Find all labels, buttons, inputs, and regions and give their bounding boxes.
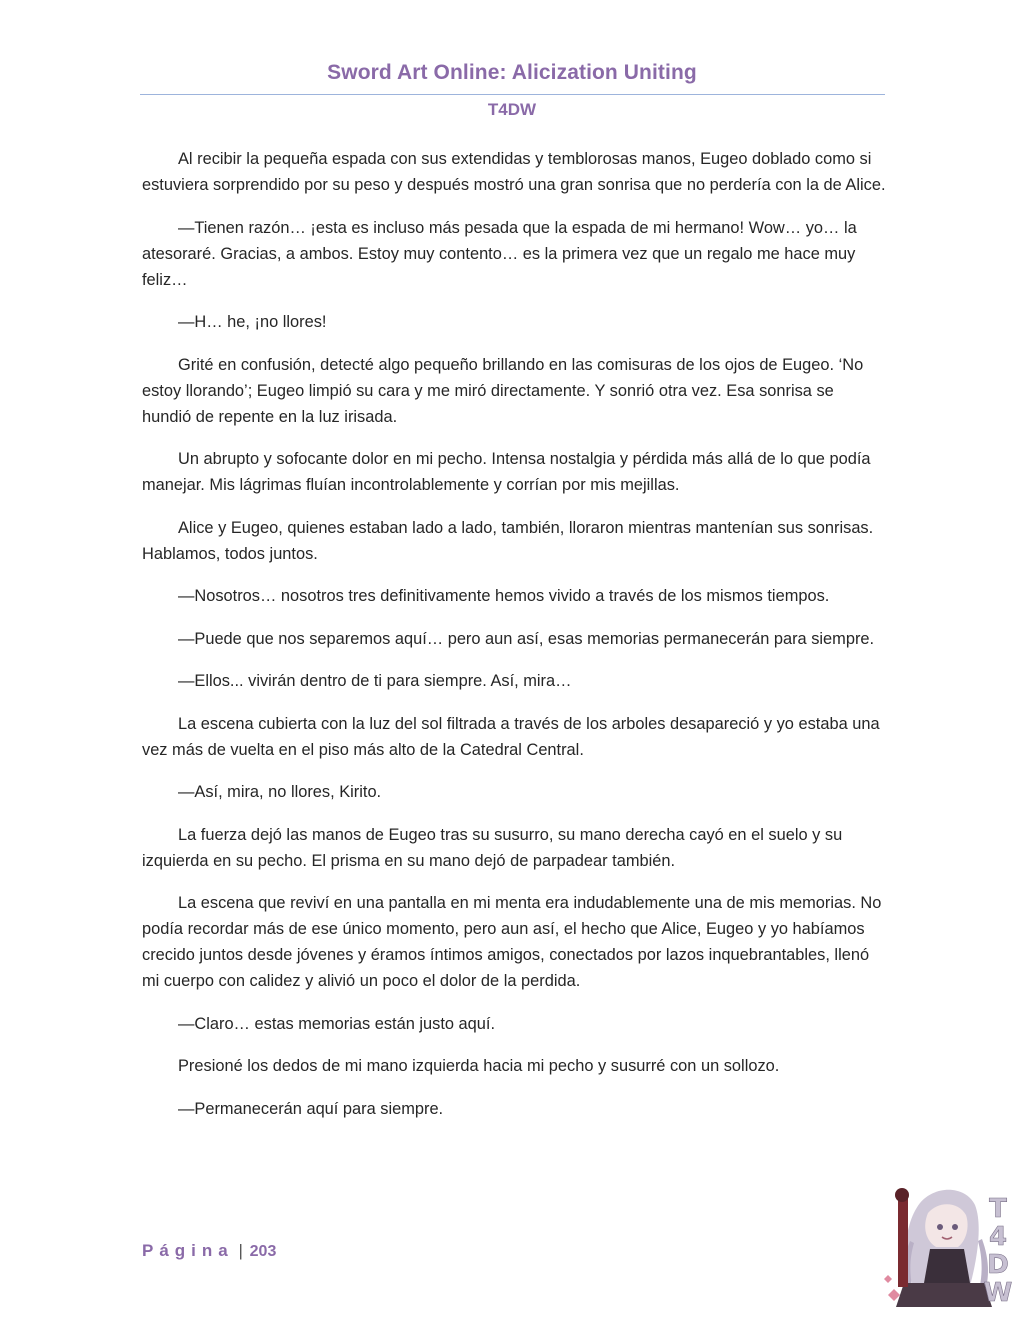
page-number: 203 xyxy=(249,1243,277,1260)
paragraph: —Puede que nos separemos aquí… pero aun así, esas memorias permanecerán para siempre. xyxy=(178,629,875,648)
paragraph: Al recibir la pequeña espada con sus extendidas y temblorosas manos, Eugeo doblado como si estuviera sorprendido por su peso y después mostró una gran sonrisa que no perdería con la de Alice. xyxy=(142,150,886,194)
paragraph: Alice y Eugeo, quienes estaban lado a lado, también, lloraron mientras mantenían sus sonrisas. Hablamos, todos juntos. xyxy=(142,518,874,563)
paragraph: Presioné los dedos de mi mano izquierda hacia mi pecho y susurré con un sollozo. xyxy=(178,1057,780,1075)
paragraph: La fuerza dejó las manos de Eugeo tras su susurro, su mano derecha cayó en el suelo y su izquierda en su pecho. El prisma en su mano dejó de parpadear también. xyxy=(142,825,843,870)
page-label: Página xyxy=(142,1241,234,1260)
svg-text:4: 4 xyxy=(988,1222,1008,1252)
paragraph: —Tienen razón… ¡esta es incluso más pesada que la espada de mi hermano! Wow… yo… la atesoraré. Gracias, a ambos. Estoy muy contento… es la primera vez que un regalo me hace muy feliz… xyxy=(142,218,857,289)
svg-text:W: W xyxy=(983,1278,1013,1308)
svg-text:T: T xyxy=(989,1194,1007,1224)
paragraph: La escena que reviví en una pantalla en mi menta era indudablemente una de mis memorias. No podía recordar más de ese único momento, pero aun así, el hecho que Alice, Eugeo y yo habíamos crecido juntos desde jóvenes y éramos íntimos amigos, conectados por lazos inquebrantables, llenó mi cuerpo con calidez y alivió un poco el dolor de la perdida. xyxy=(142,894,882,990)
paragraph: —H… he, ¡no llores! xyxy=(178,313,327,331)
paragraph: La escena cubierta con la luz del sol filtrada a través de los arboles desapareció y yo estaba una vez más de vuelta en el piso más alto de la Catedral Central. xyxy=(142,714,880,759)
paragraph: —Claro… estas memorias están justo aquí. xyxy=(178,1014,496,1033)
svg-text:D: D xyxy=(987,1250,1009,1280)
anime-girl-logo-icon xyxy=(880,1183,1020,1313)
page-footer xyxy=(142,1241,276,1261)
footer-separator: | xyxy=(238,1241,243,1260)
paragraph: —Así, mira, no llores, Kirito. xyxy=(178,783,382,801)
paragraph: —Nosotros… nosotros tres definitivamente hemos vivido a través de los mismos tiempos. xyxy=(178,587,830,605)
paragraph: —Ellos... vivirán dentro de ti para siempre. Así, mira… xyxy=(178,672,572,690)
page-body xyxy=(142,146,887,1138)
document-subtitle: T4DW xyxy=(487,100,537,119)
paragraph: Un abrupto y sofocante dolor en mi pecho. Intensa nostalgia y pérdida más allá de lo que podía manejar. Mis lágrimas fluían incontrolablemente y corrían por mis mejillas. xyxy=(142,450,871,494)
header-divider xyxy=(140,94,885,95)
paragraph: —Permanecerán aquí para siempre. xyxy=(178,1099,444,1118)
paragraph: Grité en confusión, detecté algo pequeño brillando en las comisuras de los ojos de Eugeo. ‘No estoy llorando’; Eugeo limpió su cara y me miró directamente. Y sonrió otra vez. Esa sonrisa se hundió de repente en la luz irisada. xyxy=(142,355,864,426)
document-title: Sword Art Online: Alicization Uniting xyxy=(327,61,697,84)
